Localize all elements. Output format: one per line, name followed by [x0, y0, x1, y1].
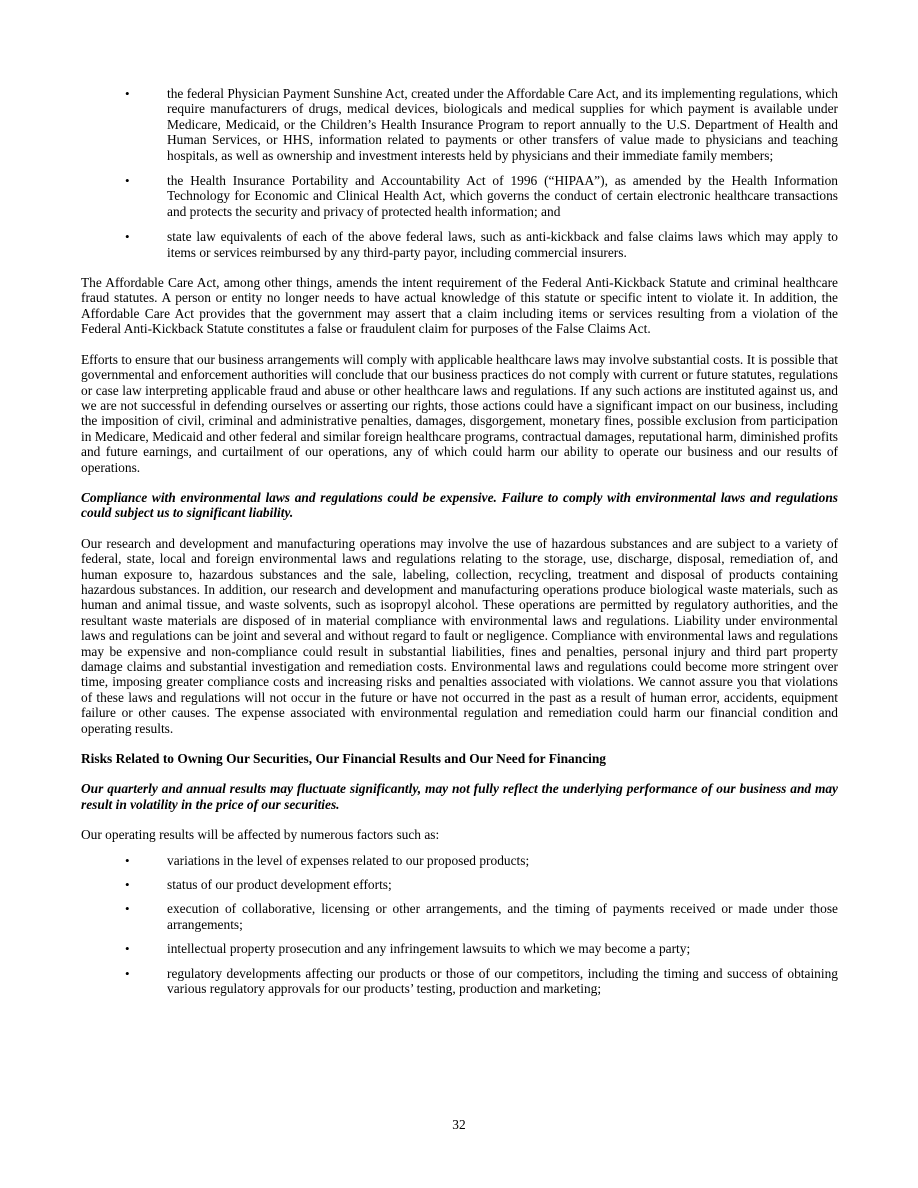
bullet-icon: •	[125, 852, 130, 868]
risk-heading-quarterly-results: Our quarterly and annual results may fluctuate significantly, may not fully reflect the underlying performance of our business and may result in volatility in the price of our securities.	[81, 781, 838, 812]
paragraph-affordable-care-act: The Affordable Care Act, among other things, amends the intent requirement of the Federal Anti-Kickback Statute and criminal healthcare fraud statutes. A person or entity no longer needs to have actual knowledge of this statute or specific intent to violate it. In addition, the Affordable Care Act provides that the government may assert that a claim including items or services resulting from a violation of the Federal Anti-Kickback Statute constitutes a false or fraudulent claim for purposes of the False Claims Act.	[81, 275, 838, 337]
list-item-text: execution of collaborative, licensing or other arrangements, and the timing of payments received or made under those arrangements;	[167, 901, 838, 932]
bullet-icon: •	[125, 877, 130, 893]
bullet-icon: •	[125, 229, 130, 245]
paragraph-operating-results: Our operating results will be affected by numerous factors such as:	[81, 827, 440, 843]
list-item-text: status of our product development efforts;	[167, 877, 392, 893]
bullet-list-operating-factors	[81, 853, 838, 997]
document-page	[81, 86, 838, 1006]
paragraph-compliance-costs: Efforts to ensure that our business arrangements will comply with applicable healthcare laws may involve substantial costs. It is possible that governmental and enforcement authorities will conclude that our business practices do not comply with current or future statutes, regulations or case law interpreting applicable fraud and abuse or other healthcare laws and regulations. If any such actions are instituted against us, and we are not successful in defending ourselves or asserting our rights, those actions could have a significant impact on our business, including the imposition of civil, criminal and administrative penalties, damages, disgorgement, monetary fines, possible exclusion from participation in Medicare, Medicaid and other federal and similar foreign healthcare programs, contractual damages, reputational harm, diminished profits and future earnings, and curtailment of our operations, any of which could harm our ability to operate our business and our results of operations.	[81, 351, 838, 475]
list-item-text: intellectual property prosecution and any infringement lawsuits to which we may become a party;	[167, 941, 691, 957]
risk-heading-environmental: Compliance with environmental laws and regulations could be expensive. Failure to comply with environmental laws and regulations could subject us to significant liability.	[81, 489, 838, 521]
page-number: 32	[452, 1117, 466, 1132]
bullet-icon: •	[125, 173, 130, 189]
list-item	[81, 941, 838, 956]
list-item-text: variations in the level of expenses related to our proposed products;	[167, 852, 530, 868]
bullet-list-healthcare-laws	[81, 86, 838, 260]
list-item	[81, 229, 838, 260]
list-item	[81, 877, 838, 892]
list-item	[81, 901, 838, 932]
list-item-text: the federal Physician Payment Sunshine Act, created under the Affordable Care Act, and its implementing regulations, which require manufacturers of drugs, medical devices, biologicals and medical supplies for which payment is available under Medicare, Medicaid, or the Children’s Health Insurance Program to report annually to the U.S. Department of Health and Human Services, or HHS, information related to payments or other transfers of value made to physicians and teaching hospitals, as well as ownership and investment interests held by physicians and their immediate family members;	[167, 86, 838, 163]
list-item	[81, 966, 838, 997]
list-item-text: regulatory developments affecting our products or those of our competitors, including the timing and success of obtaining various regulatory approvals for our products’ testing, production and marketing;	[167, 965, 838, 997]
list-item-text: state law equivalents of each of the above federal laws, such as anti-kickback and false claims laws which may apply to items or services reimbursed by any third-party payor, including commercial insurers.	[167, 229, 838, 260]
bullet-icon: •	[125, 965, 130, 981]
list-item-text: the Health Insurance Portability and Accountability Act of 1996 (“HIPAA”), as amended by the Health Information Technology for Economic and Clinical Health Act, which governs the conduct of certain electronic healthcare transactions and protects the security and privacy of protected health information; and	[167, 173, 838, 219]
bullet-icon: •	[125, 901, 130, 917]
list-item	[81, 173, 838, 219]
list-item	[81, 86, 838, 163]
section-heading-securities: Risks Related to Owning Our Securities, Our Financial Results and Our Need for Financing	[81, 751, 607, 767]
list-item	[81, 853, 838, 868]
bullet-icon: •	[125, 941, 130, 957]
paragraph-environmental: Our research and development and manufacturing operations may involve the use of hazardous substances and are subject to a variety of federal, state, local and foreign environmental laws and regulations relating to the storage, use, discharge, disposal, remediation of, and human exposure to, hazardous substances and the sale, labeling, collection, recycling, treatment and disposal of products containing hazardous substances. In addition, our research and development and manufacturing operations produce biological waste materials, such as human and animal tissue, and waste solvents, such as isopropyl alcohol. These operations are permitted by regulatory authorities, and the resultant waste materials are disposed of in material compliance with environmental laws and regulations. Liability under environmental laws and regulations can be joint and several and without regard to fault or negligence. Compliance with environmental laws and regulations may be expensive and non-compliance could result in substantial liabilities, fines and penalties, personal injury and third part property damage claims and substantial investigation and remediation costs. Environmental laws and regulations could become more stringent over time, imposing greater compliance costs and increasing risks and penalties associated with violations. We cannot assure you that violations of these laws and regulations will not occur in the future or have not occurred in the past as a result of human error, accidents, equipment failure or other causes. The expense associated with environmental regulation and remediation could harm our financial condition and operating results.	[81, 535, 838, 736]
bullet-icon: •	[125, 86, 130, 101]
